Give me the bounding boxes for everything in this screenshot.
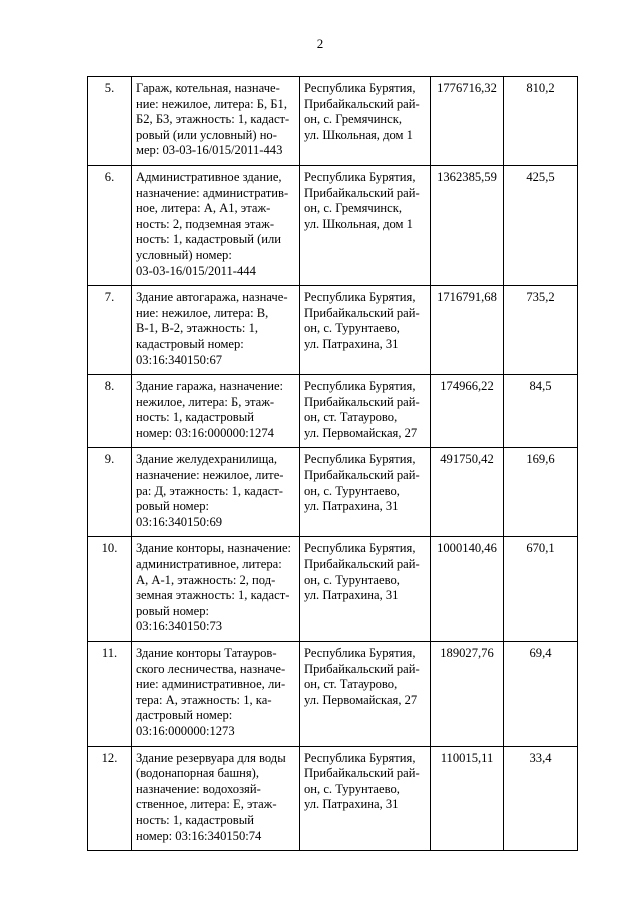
description-line: номер: 03:16:000000:1274 xyxy=(136,425,274,440)
address-line: Республика Бурятия, xyxy=(304,290,416,305)
address-line: Республика Бурятия, xyxy=(304,379,416,394)
row-number: 10. xyxy=(88,537,132,642)
property-address xyxy=(300,165,431,285)
address-line: ул. Первомайская, 27 xyxy=(304,692,418,707)
description-line: ность: 2, подземная этаж- xyxy=(136,216,275,231)
description-line: ние: нежилое, литера: Б, Б1, xyxy=(136,96,287,111)
address-line: ул. Патрахина, 31 xyxy=(304,588,399,603)
address-line: Республика Бурятия, xyxy=(304,169,416,184)
property-address xyxy=(300,448,431,537)
description-line: Здание резервуара для воды xyxy=(136,750,286,765)
page-number: 2 xyxy=(316,36,324,51)
address-line: Прибайкальский рай- xyxy=(304,661,420,676)
address-line: ул. Патрахина, 31 xyxy=(304,797,399,812)
property-area: 670,1 xyxy=(504,537,578,642)
property-area: 810,2 xyxy=(504,77,578,166)
property-area: 84,5 xyxy=(504,375,578,448)
row-number: 8. xyxy=(88,375,132,448)
property-address xyxy=(300,286,431,375)
address-line: он, ст. Татаурово, xyxy=(304,410,398,425)
description-line: Здание автогаража, назначе- xyxy=(136,290,288,305)
description-line: дастровый номер: xyxy=(136,708,233,723)
property-description xyxy=(132,375,300,448)
description-line: административное, литера: xyxy=(136,557,282,572)
description-line: ра: Д, этажность: 1, кадаст- xyxy=(136,483,284,498)
property-cost: 189027,76 xyxy=(431,642,504,747)
property-description xyxy=(132,537,300,642)
description-line: тера: А, этажность: 1, ка- xyxy=(136,692,272,707)
address-line: ул. Патрахина, 31 xyxy=(304,336,399,351)
property-area: 169,6 xyxy=(504,448,578,537)
description-line: 03:16:340150:69 xyxy=(136,514,223,529)
description-line: 03:16:340150:67 xyxy=(136,352,223,367)
description-line: ность: 1, кадастровый xyxy=(136,812,254,827)
row-number: 7. xyxy=(88,286,132,375)
description-line: ность: 1, кадастровый (или xyxy=(136,232,282,247)
table-row xyxy=(88,642,578,747)
description-line: назначение: водохозяй- xyxy=(136,781,261,796)
description-line: номер: 03:16:340150:74 xyxy=(136,828,262,843)
address-line: Республика Бурятия, xyxy=(304,81,416,95)
property-description xyxy=(132,642,300,747)
address-line: он, с. Турунтаево, xyxy=(304,781,400,796)
address-line: Республика Бурятия, xyxy=(304,541,416,556)
table-row xyxy=(88,537,578,642)
address-line: Республика Бурятия, xyxy=(304,750,416,765)
property-description xyxy=(132,448,300,537)
property-area: 425,5 xyxy=(504,165,578,285)
description-line: ность: 1, кадастровый xyxy=(136,410,254,425)
description-line: назначение: нежилое, лите- xyxy=(136,468,284,483)
row-number: 11. xyxy=(88,642,132,747)
description-line: ное, литера: А, А1, этаж- xyxy=(136,201,271,216)
description-line: условный) номер: xyxy=(136,247,232,262)
property-address xyxy=(300,537,431,642)
description-line: Гараж, котельная, назначе- xyxy=(136,81,280,95)
address-line: ул. Школьная, дом 1 xyxy=(304,127,413,142)
table-row xyxy=(88,375,578,448)
description-line: ского лесничества, назначе- xyxy=(136,661,286,676)
description-line: Здание конторы, назначение: xyxy=(136,541,292,556)
address-line: он, с. Гремячинск, xyxy=(304,201,403,216)
description-line: ние: административное, ли- xyxy=(136,677,286,692)
description-line: 03:16:000000:1273 xyxy=(136,723,235,738)
description-line: Здание желудехранилища, xyxy=(136,452,278,467)
address-line: Прибайкальский рай- xyxy=(304,394,420,409)
property-cost: 1776716,32 xyxy=(431,77,504,166)
table-row xyxy=(88,165,578,285)
description-line: земная этажность: 1, кадаст- xyxy=(136,588,290,603)
address-line: он, с. Гремячинск, xyxy=(304,112,403,127)
description-line: 03-03-16/015/2011-444 xyxy=(136,263,256,278)
description-line: ственное, литера: Е, этаж- xyxy=(136,797,277,812)
description-line: В-1, В-2, этажность: 1, xyxy=(136,321,259,336)
description-line: ровый (или условный) но- xyxy=(136,127,277,142)
address-line: он, с. Турунтаево, xyxy=(304,572,400,587)
property-cost: 1000140,46 xyxy=(431,537,504,642)
description-line: ровый номер: xyxy=(136,499,210,514)
property-table xyxy=(87,76,578,851)
description-line: назначение: административ- xyxy=(136,185,289,200)
property-description xyxy=(132,165,300,285)
property-cost: 110015,11 xyxy=(431,746,504,851)
description-line: ние: нежилое, литера: В, xyxy=(136,305,269,320)
property-description xyxy=(132,286,300,375)
description-line: 03:16:340150:73 xyxy=(136,619,223,634)
row-number: 5. xyxy=(88,77,132,166)
property-table-body xyxy=(88,77,578,851)
address-line: Прибайкальский рай- xyxy=(304,96,420,111)
description-line: Здание конторы Татауров- xyxy=(136,646,277,660)
address-line: Прибайкальский рай- xyxy=(304,766,420,781)
table-row xyxy=(88,448,578,537)
row-number: 9. xyxy=(88,448,132,537)
property-address xyxy=(300,642,431,747)
address-line: Прибайкальский рай- xyxy=(304,557,420,572)
address-line: Прибайкальский рай- xyxy=(304,185,420,200)
row-number: 12. xyxy=(88,746,132,851)
address-line: ул. Первомайская, 27 xyxy=(304,425,418,440)
table-row xyxy=(88,746,578,851)
property-cost: 1716791,68 xyxy=(431,286,504,375)
property-area: 69,4 xyxy=(504,642,578,747)
description-line: (водонапорная башня), xyxy=(136,766,260,781)
address-line: Прибайкальский рай- xyxy=(304,305,420,320)
table-row xyxy=(88,286,578,375)
description-line: А, А-1, этажность: 2, под- xyxy=(136,572,276,587)
description-line: ровый номер: xyxy=(136,603,210,618)
address-line: Прибайкальский рай- xyxy=(304,468,420,483)
address-line: он, с. Турунтаево, xyxy=(304,483,400,498)
address-line: он, с. Турунтаево, xyxy=(304,321,400,336)
property-cost: 491750,42 xyxy=(431,448,504,537)
table-row xyxy=(88,77,578,166)
description-line: мер: 03-03-16/015/2011-443 xyxy=(136,143,283,158)
description-line: Административное здание, xyxy=(136,169,282,184)
description-line: Здание гаража, назначение: xyxy=(136,379,284,394)
property-address xyxy=(300,746,431,851)
property-description xyxy=(132,77,300,166)
property-cost: 174966,22 xyxy=(431,375,504,448)
property-description xyxy=(132,746,300,851)
address-line: Республика Бурятия, xyxy=(304,646,416,660)
row-number: 6. xyxy=(88,165,132,285)
property-address xyxy=(300,77,431,166)
address-line: ул. Школьная, дом 1 xyxy=(304,216,413,231)
property-area: 33,4 xyxy=(504,746,578,851)
description-line: Б2, Б3, этажность: 1, кадаст- xyxy=(136,112,290,127)
address-line: он, ст. Татаурово, xyxy=(304,677,398,692)
address-line: ул. Патрахина, 31 xyxy=(304,499,399,514)
address-line: Республика Бурятия, xyxy=(304,452,416,467)
description-line: кадастровый номер: xyxy=(136,336,244,351)
property-area: 735,2 xyxy=(504,286,578,375)
description-line: нежилое, литера: Б, этаж- xyxy=(136,394,275,409)
property-address xyxy=(300,375,431,448)
property-cost: 1362385,59 xyxy=(431,165,504,285)
